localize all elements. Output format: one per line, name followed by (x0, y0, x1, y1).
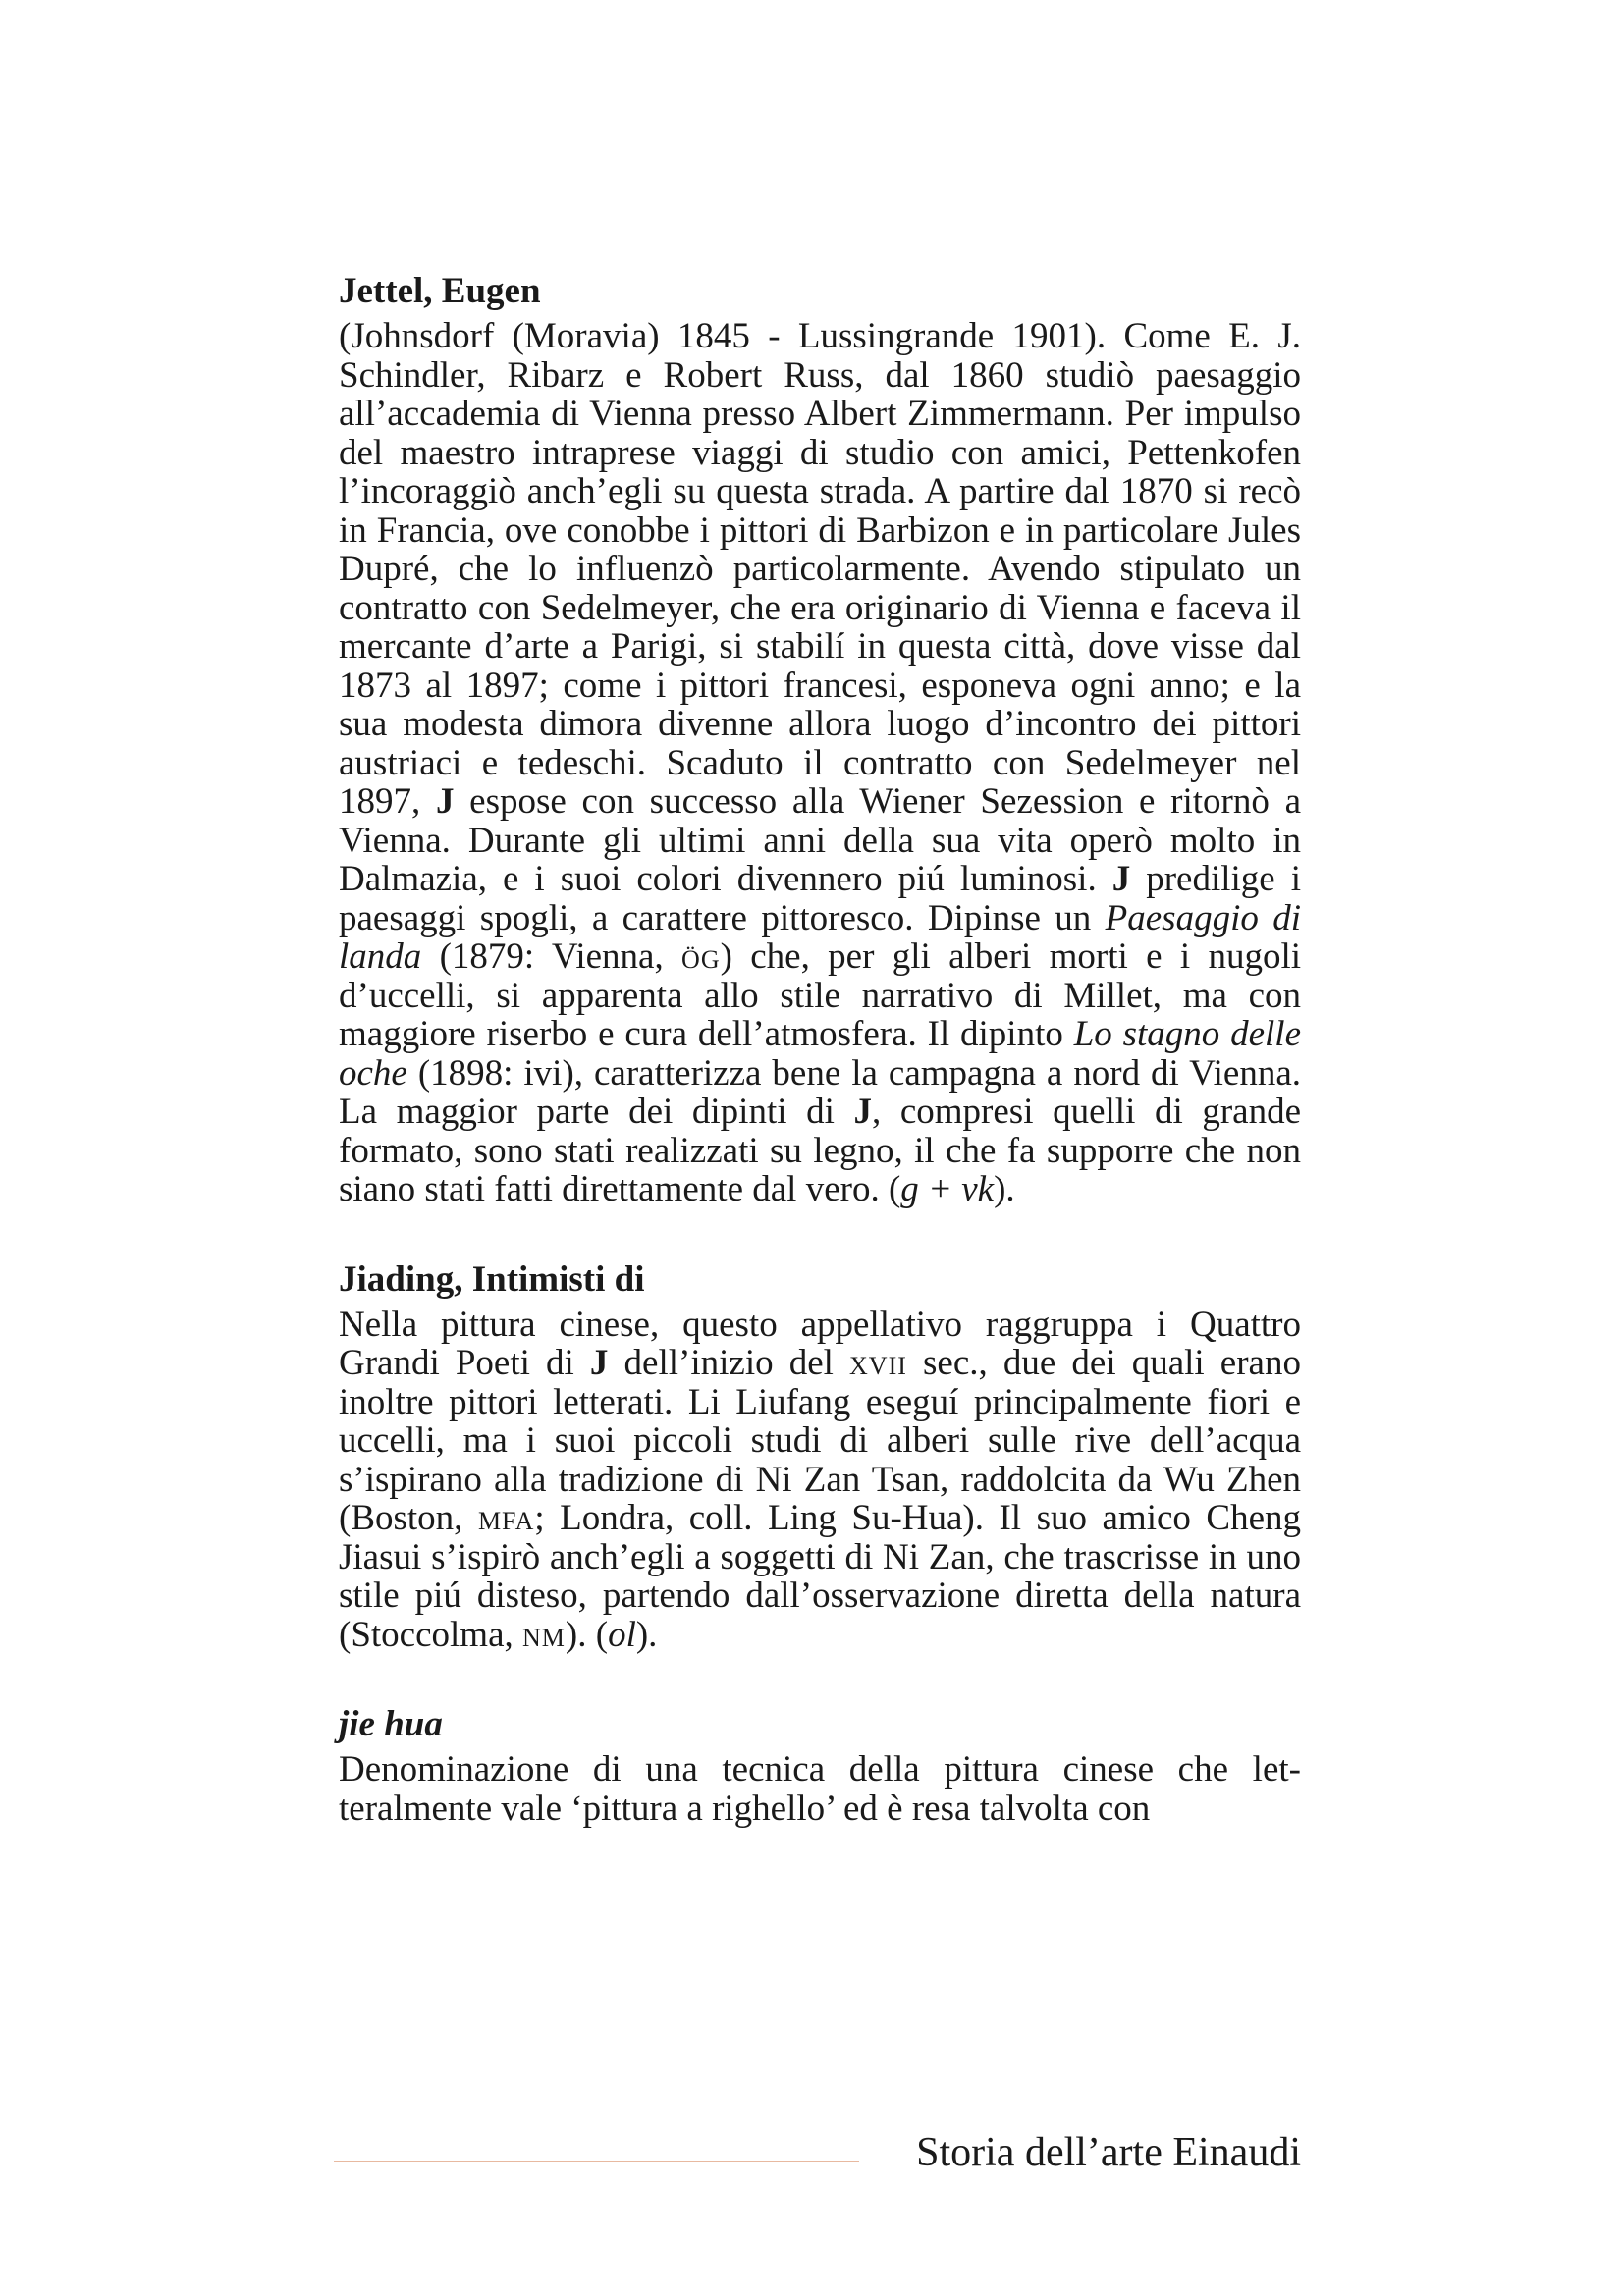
text-run: ). (635, 1614, 658, 1655)
text-run: ). ( (565, 1614, 609, 1655)
italic-text: Paesaggio di landa (339, 897, 1301, 977)
entry-body (339, 1306, 1301, 1655)
italic-text: g + vk (900, 1169, 995, 1209)
entry-title: jie hua (339, 1704, 443, 1744)
text-run: sec., due dei quali erano inoltre pittori letterati. Li Liufang eseguí principalmente fiori e uccelli, ma i suoi piccoli studi di alberi sulle rive dell’acqua s’ispirano alla tradizione di Ni Zan Tsan, raddolcita da Wu Zhen (Boston, (339, 1343, 1301, 1538)
bold-abbrev: J (853, 1092, 872, 1132)
text-run: Denominazione di una tecnica della pittura cinese che letteralmente vale ‘pittura a righello’ ed è resa talvolta con (339, 1749, 1301, 1829)
entry-title: Jiading, Intimisti di (339, 1258, 645, 1300)
bold-abbrev: J (435, 781, 455, 822)
entry-jie-hua (339, 1703, 1301, 1828)
text-run: ) che, per gli alberi morti e i nugoli d’uccelli, si apparenta allo stile narrativo di Millet, ma con maggiore riserbo e cura dell’atmosfera. Il dipinto (339, 936, 1301, 1054)
entry-jettel-eugen (339, 270, 1301, 1209)
small-caps-abbrev: xvii (849, 1343, 907, 1383)
text-run: espose con successo alla Wiener Sezession e ritornò a Vienna. Durante gli ultimi anni della sua vita operò molto in Dalmazia, e i suoi colori divennero piú luminosi. (339, 781, 1302, 899)
page-footer (334, 2128, 1301, 2177)
footer-publisher-title: Storia dell’arte Einaudi (916, 2130, 1301, 2175)
text-run: (Johnsdorf (Moravia) 1845 - Lussingrande 1901). Come E. J. Schindler, Ribarz e Robert Russ, dal 1860 studiò paesaggio all’accademia di Vienna presso Albert Zimmermann. Per impulso del maestro intraprese viaggi di studio con amici, Pettenkofen l’incoraggiò anch’egli su questa strada. A partire dal 1870 si recò in Francia, ove conobbe i pittori di Barbizon e in particolare Jules Dupré, che lo influenzò particolarmente. Avendo stipulato un contratto con Sedelmeyer, che era originario di Vienna e faceva il mercante d’arte a Parigi, si stabilí in questa città, dove visse dal 1873 al 1897; come i pittori francesi, esponeva ogni anno; e la sua modesta dimora divenne allora luogo d’incontro dei pittori austriaci e tedeschi. Scaduto il contratto con Sedelmeyer nel 1897, (339, 316, 1301, 822)
entry-jiading-intimisti (339, 1258, 1301, 1655)
text-run: dell’inizio del (608, 1343, 850, 1383)
document-page (339, 270, 1301, 1877)
footer-rule (334, 2161, 859, 2162)
italic-text: ol (608, 1614, 636, 1655)
text-run: ). (994, 1169, 1015, 1209)
bold-abbrev: J (589, 1343, 609, 1383)
text-run: (1879: Vienna, (421, 936, 682, 977)
text-run: Nella pittura cinese, questo appellativo raggruppa i Quattro Grandi Poeti di (339, 1304, 1301, 1383)
text-run: ; Londra, coll. Ling Su-Hua). Il suo amico Cheng Jiasui s’ispirò anch’egli a soggetti di Ni Zan, che trascrisse in uno stile piú disteso, partendo dall’osservazione diretta della natura (Stoccolma, (339, 1498, 1301, 1655)
small-caps-abbrev: nm (522, 1614, 566, 1655)
text-run: (1898: ivi), caratterizza bene la campagna a nord di Vienna. La maggior parte dei dipinti di (339, 1052, 1301, 1132)
text-run: , compresi quelli di grande formato, sono stati realizzati su legno, il che fa supporre che non siano stati fatti direttamente dal vero. ( (339, 1092, 1301, 1209)
text-run: predilige i paesaggi spogli, a carattere pittoresco. Dipinse un (339, 859, 1301, 938)
entry-body (339, 1750, 1301, 1828)
small-caps-abbrev: mfa (477, 1498, 535, 1538)
entry-title: Jettel, Eugen (339, 271, 541, 311)
entry-body (339, 317, 1301, 1209)
small-caps-abbrev: ög (681, 936, 721, 977)
bold-abbrev: J (1111, 859, 1131, 899)
italic-text: Lo stagno delle oche (339, 1014, 1301, 1094)
